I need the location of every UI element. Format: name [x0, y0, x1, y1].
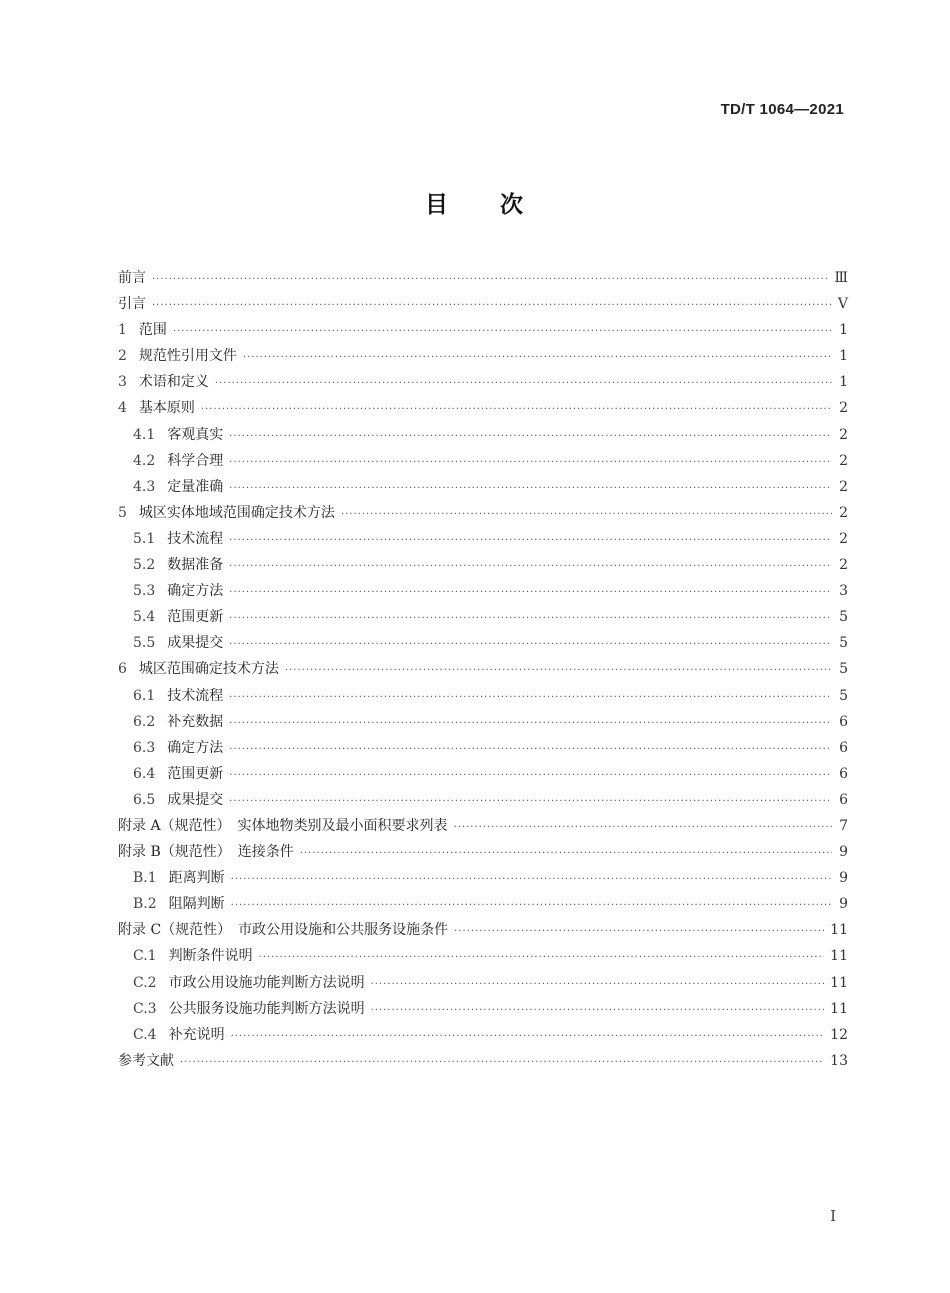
dot-leader — [229, 744, 832, 755]
toc-entry-number: 5.3 — [133, 583, 156, 600]
dot-leader — [229, 535, 832, 546]
toc-entry-label: 公共服务设施功能判断方法说明 — [168, 1000, 365, 1017]
toc-entry-page: 7 — [839, 817, 848, 834]
toc-entry-label: 市政公用设施功能判断方法说明 — [168, 974, 365, 991]
toc-entry-label: 数据准备 — [167, 557, 224, 574]
toc-entry[interactable] — [118, 476, 848, 502]
dot-leader — [371, 1005, 825, 1016]
toc-entry-number: C.4 — [133, 1026, 157, 1043]
toc-entry[interactable] — [118, 945, 848, 971]
toc-entry-page: 6 — [839, 791, 848, 808]
toc-entry-number: 4.2 — [133, 452, 156, 469]
toc-entry-number: B.2 — [133, 896, 157, 913]
toc-entry-label: 成果提交 — [167, 635, 224, 652]
toc-entry-label: 引言 — [118, 296, 146, 313]
toc-entry[interactable] — [118, 632, 848, 658]
toc-entry[interactable] — [118, 345, 848, 371]
toc-entry-number: 5.5 — [133, 635, 156, 652]
toc-entry-label: 范围更新 — [167, 765, 224, 782]
toc-entry-page: 6 — [839, 765, 848, 782]
toc-entry-page: 5 — [839, 687, 848, 704]
toc-entry-number: 6.3 — [133, 739, 156, 756]
dot-leader — [229, 457, 832, 468]
toc-entry[interactable] — [118, 763, 848, 789]
toc-entry-number: 6.1 — [133, 687, 156, 704]
toc-entry[interactable] — [118, 815, 848, 841]
page-number: Ⅰ — [830, 1207, 836, 1225]
toc-entry-number: 6.2 — [133, 713, 156, 730]
toc-entry-page: 2 — [839, 400, 848, 417]
toc-entry-number: 2 — [118, 348, 127, 365]
table-of-contents — [118, 267, 848, 1076]
dot-leader — [152, 300, 832, 311]
toc-entry-label: 距离判断 — [168, 870, 225, 887]
dot-leader — [231, 1031, 825, 1042]
toc-entry[interactable] — [118, 528, 848, 554]
toc-entry-label: 范围 — [138, 322, 167, 339]
toc-entry[interactable] — [118, 998, 848, 1024]
dot-leader — [371, 979, 825, 990]
dot-leader — [229, 613, 832, 624]
dot-leader — [180, 1057, 824, 1068]
toc-entry-label: 客观真实 — [167, 426, 224, 443]
toc-entry-page: 6 — [839, 739, 848, 756]
toc-entry-label: 判断条件说明 — [168, 948, 253, 965]
toc-entry[interactable] — [118, 1050, 848, 1076]
toc-entry-number: 5.4 — [133, 609, 156, 626]
toc-entry[interactable] — [118, 1024, 848, 1050]
dot-leader — [229, 587, 832, 598]
toc-entry[interactable] — [118, 841, 848, 867]
toc-entry-page: 9 — [839, 896, 848, 913]
toc-entry-label: 技术流程 — [167, 687, 224, 704]
toc-entry[interactable] — [118, 293, 848, 319]
dot-leader — [201, 404, 832, 415]
toc-entry[interactable] — [118, 972, 848, 998]
dot-leader — [454, 822, 832, 833]
toc-entry[interactable] — [118, 737, 848, 763]
toc-entry[interactable] — [118, 424, 848, 450]
toc-entry-label: 术语和定义 — [138, 374, 209, 391]
toc-entry-number: C.1 — [133, 948, 157, 965]
toc-entry[interactable] — [118, 371, 848, 397]
toc-entry[interactable] — [118, 397, 848, 423]
toc-entry-label: 基本原则 — [138, 400, 195, 417]
toc-entry-number: 5.2 — [133, 557, 156, 574]
toc-entry-label: 科学合理 — [167, 452, 224, 469]
toc-entry-label: 确定方法 — [167, 583, 224, 600]
toc-entry[interactable] — [118, 919, 848, 945]
toc-entry-page: 11 — [830, 922, 848, 939]
toc-entry-page: 3 — [839, 583, 848, 600]
toc-entry-number: 4 — [118, 400, 127, 417]
toc-entry-number: 1 — [118, 322, 127, 339]
toc-entry-number: 5 — [118, 504, 127, 521]
toc-entry-label: 前言 — [118, 270, 146, 286]
toc-entry[interactable] — [118, 554, 848, 580]
dot-leader — [215, 378, 832, 389]
toc-entry-label: 技术流程 — [167, 530, 224, 547]
dot-leader — [454, 926, 824, 937]
document-code: TD/T 1064—2021 — [720, 101, 844, 118]
toc-entry[interactable] — [118, 867, 848, 893]
dot-leader — [229, 692, 832, 703]
toc-entry-label: 规范性引用文件 — [138, 348, 237, 365]
toc-entry-page: 2 — [839, 478, 848, 495]
toc-entry-page: Ⅴ — [837, 296, 848, 313]
toc-entry[interactable] — [118, 685, 848, 711]
dot-leader — [229, 639, 832, 650]
toc-entry[interactable] — [118, 267, 848, 293]
toc-entry-page: 11 — [830, 948, 848, 965]
toc-entry-number: 4.3 — [133, 478, 156, 495]
toc-entry-page: 1 — [839, 374, 848, 391]
toc-entry[interactable] — [118, 893, 848, 919]
dot-leader — [259, 952, 825, 963]
toc-entry-label: 补充数据 — [167, 713, 224, 730]
dot-leader — [300, 848, 832, 859]
dot-leader — [341, 509, 832, 520]
toc-entry-page: 11 — [830, 974, 848, 991]
toc-entry-label: 补充说明 — [168, 1026, 225, 1043]
toc-entry-page: 5 — [839, 661, 848, 678]
toc-entry-number: C.2 — [133, 974, 157, 991]
toc-entry-label: 成果提交 — [167, 791, 224, 808]
toc-entry-page: 1 — [839, 322, 848, 339]
toc-entry[interactable] — [118, 319, 848, 345]
toc-entry[interactable] — [118, 502, 848, 528]
toc-entry[interactable] — [118, 580, 848, 606]
toc-entry-number: C.3 — [133, 1000, 157, 1017]
toc-entry-page: 2 — [839, 452, 848, 469]
dot-leader — [229, 561, 832, 572]
toc-entry-page: Ⅲ — [834, 270, 848, 286]
toc-entry-number: 3 — [118, 374, 127, 391]
toc-entry[interactable] — [118, 658, 848, 684]
toc-entry-label: 定量准确 — [167, 478, 224, 495]
toc-entry[interactable] — [118, 789, 848, 815]
toc-entry-label: 附录 B（规范性） 连接条件 — [118, 844, 294, 861]
toc-entry[interactable] — [118, 450, 848, 476]
toc-entry[interactable] — [118, 711, 848, 737]
toc-entry-page: 5 — [839, 635, 848, 652]
toc-entry-page: 2 — [839, 504, 848, 521]
toc-entry-label: 确定方法 — [167, 739, 224, 756]
dot-leader — [152, 274, 828, 285]
toc-entry-page: 11 — [830, 1000, 848, 1017]
toc-entry-number: 6.5 — [133, 791, 156, 808]
toc-entry-page: 2 — [839, 557, 848, 574]
dot-leader — [243, 352, 832, 363]
dot-leader — [229, 796, 832, 807]
toc-entry[interactable] — [118, 606, 848, 632]
toc-entry-page: 2 — [839, 530, 848, 547]
toc-entry-page: 12 — [830, 1026, 848, 1043]
dot-leader — [285, 665, 832, 676]
dot-leader — [231, 874, 832, 885]
toc-entry-label: 城区范围确定技术方法 — [138, 661, 279, 678]
dot-leader — [231, 900, 832, 911]
toc-entry-label: 附录 A（规范性） 实体地物类别及最小面积要求列表 — [118, 817, 448, 834]
toc-entry-number: 6.4 — [133, 765, 156, 782]
dot-leader — [229, 770, 832, 781]
dot-leader — [173, 326, 832, 337]
toc-entry-page: 13 — [830, 1052, 848, 1069]
toc-entry-label: 范围更新 — [167, 609, 224, 626]
page-title: 目 次 — [425, 192, 525, 218]
toc-entry-page: 1 — [839, 348, 848, 365]
toc-entry-page: 9 — [839, 844, 848, 861]
dot-leader — [229, 483, 832, 494]
toc-entry-number: B.1 — [133, 870, 157, 887]
toc-entry-label: 阻隔判断 — [168, 896, 225, 913]
dot-leader — [229, 431, 832, 442]
toc-entry-number: 4.1 — [133, 426, 156, 443]
toc-entry-page: 2 — [839, 426, 848, 443]
toc-entry-number: 6 — [118, 661, 127, 678]
toc-entry-page: 9 — [839, 870, 848, 887]
toc-entry-label: 附录 C（规范性） 市政公用设施和公共服务设施条件 — [118, 922, 449, 939]
toc-entry-label: 城区实体地域范围确定技术方法 — [138, 504, 335, 521]
toc-entry-page: 6 — [839, 713, 848, 730]
dot-leader — [229, 718, 832, 729]
toc-entry-number: 5.1 — [133, 530, 156, 547]
toc-entry-page: 5 — [839, 609, 848, 626]
toc-entry-label: 参考文献 — [118, 1052, 174, 1069]
